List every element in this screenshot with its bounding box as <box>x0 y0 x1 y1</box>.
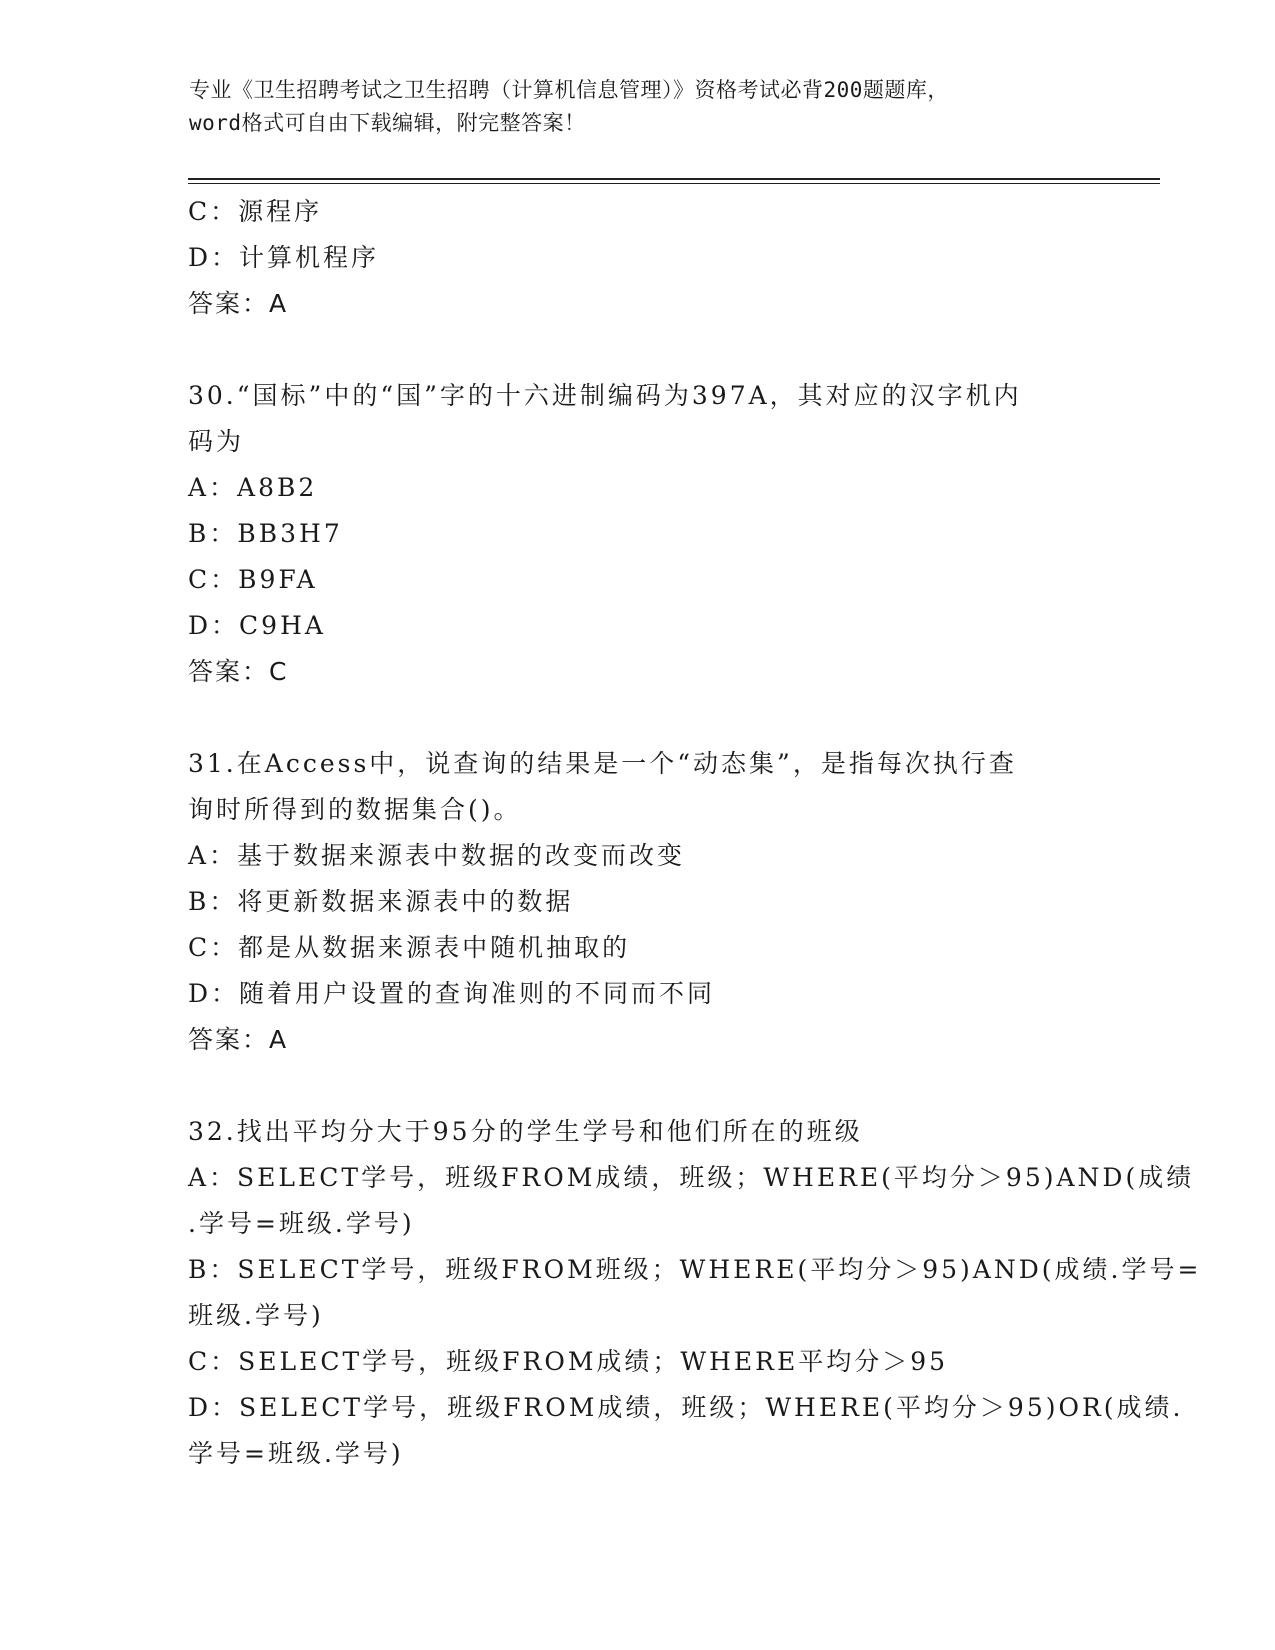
option-b-continued: 班级.学号) <box>188 1301 324 1330</box>
option-d: D：SELECT学号，班级FROM成绩，班级；WHERE(平均分＞95)OR(成绩. <box>188 1393 1184 1422</box>
option-c: C：B9FA <box>188 565 318 594</box>
option-a: A：SELECT学号，班级FROM成绩，班级；WHERE(平均分＞95)AND(成绩 <box>188 1163 1195 1192</box>
question-stem: 30.“国标”中的“国”字的十六进制编码为397A，其对应的汉字机内 <box>188 381 1022 410</box>
header-divider-thin <box>188 183 1160 184</box>
spacer <box>188 1063 1088 1109</box>
question-stem: 32.找出平均分大于95分的学生学号和他们所在的班级 <box>188 1117 863 1146</box>
answer-line: 答案：A <box>188 1025 289 1054</box>
question-block-31 <box>188 741 1088 1063</box>
answer-line: 答案：C <box>188 657 289 686</box>
question-stem: 31.在Access中，说查询的结果是一个“动态集”，是指每次执行查 <box>188 749 1017 778</box>
option-c: C：SELECT学号，班级FROM成绩；WHERE平均分＞95 <box>188 1347 949 1376</box>
question-block-32 <box>188 1109 1202 1477</box>
question-block-30 <box>188 373 1088 695</box>
spacer <box>188 695 1088 741</box>
document-header <box>189 74 1089 140</box>
answer-line: 答案：A <box>188 289 289 318</box>
option-b: B：SELECT学号，班级FROM班级；WHERE(平均分＞95)AND(成绩.学号= <box>188 1255 1202 1284</box>
header-title-line-2: word格式可自由下载编辑，附完整答案！ <box>189 111 586 135</box>
option-a: A：基于数据来源表中数据的改变而改变 <box>188 841 686 870</box>
option-d: D：随着用户设置的查询准则的不同而不同 <box>188 979 716 1008</box>
question-stem-continued: 码为 <box>188 427 245 456</box>
option-d: D：C9HA <box>188 611 326 640</box>
option-a: A：A8B2 <box>188 473 318 502</box>
document-body <box>188 189 1202 1477</box>
option-a-continued: .学号=班级.学号) <box>188 1209 415 1238</box>
option-b: B：BB3H7 <box>188 519 343 548</box>
header-title-line-1: 专业《卫生招聘考试之卫生招聘（计算机信息管理）》资格考试必背200题题库， <box>189 78 949 102</box>
option-c: C：都是从数据来源表中随机抽取的 <box>188 933 631 962</box>
option-d: D：计算机程序 <box>188 243 380 272</box>
header-divider <box>188 178 1160 180</box>
question-stem-continued: 询时所得到的数据集合()。 <box>188 795 522 824</box>
option-c: C：源程序 <box>188 197 323 226</box>
option-d-continued: 学号=班级.学号) <box>188 1439 404 1468</box>
spacer <box>188 327 1088 373</box>
option-b: B：将更新数据来源表中的数据 <box>188 887 574 916</box>
question-block-prev <box>188 189 1088 327</box>
